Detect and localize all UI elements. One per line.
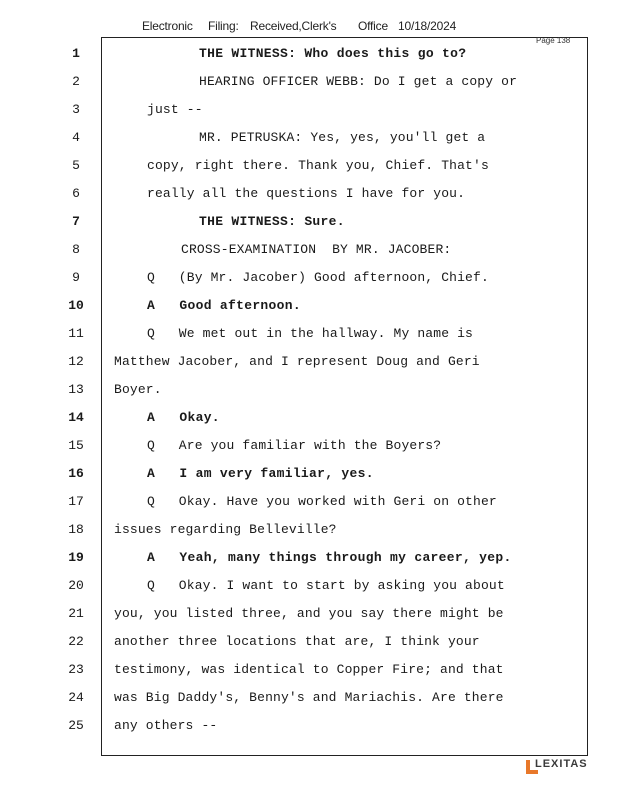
transcript-line: A Good afternoon. bbox=[147, 298, 301, 313]
header-date: 10/18/2024 bbox=[398, 19, 457, 33]
header-received: Received,Clerk's bbox=[250, 19, 337, 33]
transcript-line: Q Okay. I want to start by asking you about bbox=[147, 578, 505, 593]
line-number: 7 bbox=[72, 214, 80, 229]
line-number: 9 bbox=[72, 270, 80, 285]
transcript-line: another three locations that are, I think your bbox=[114, 634, 480, 649]
transcript-line: MR. PETRUSKA: Yes, yes, you'll get a bbox=[199, 130, 486, 145]
transcript-line: CROSS-EXAMINATION BY MR. JACOBER: bbox=[181, 242, 452, 257]
line-number: 21 bbox=[68, 606, 84, 621]
line-number: 19 bbox=[68, 550, 84, 565]
line-number: 23 bbox=[68, 662, 84, 677]
transcript-line: Q Are you familiar with the Boyers? bbox=[147, 438, 442, 453]
transcript-line: Boyer. bbox=[114, 382, 162, 397]
lexitas-logo-text: LEXITAS bbox=[535, 758, 588, 770]
transcript-line: Q We met out in the hallway. My name is bbox=[147, 326, 474, 341]
line-number: 2 bbox=[72, 74, 80, 89]
transcript-line: THE WITNESS: Sure. bbox=[199, 214, 345, 229]
header-filing: Filing: bbox=[208, 19, 239, 33]
transcript-line: just -- bbox=[147, 102, 203, 117]
line-number: 8 bbox=[72, 242, 80, 257]
lexitas-logo bbox=[525, 758, 595, 778]
transcript-line: A I am very familiar, yes. bbox=[147, 466, 374, 481]
transcript-line: A Yeah, many things through my career, yep. bbox=[147, 550, 512, 565]
transcript-line: was Big Daddy's, Benny's and Mariachis. Are there bbox=[114, 690, 504, 705]
line-number: 6 bbox=[72, 186, 80, 201]
line-number: 1 bbox=[72, 46, 80, 61]
filing-header bbox=[140, 19, 540, 37]
line-number: 10 bbox=[68, 298, 84, 313]
transcript-line: really all the questions I have for you. bbox=[147, 186, 466, 201]
line-number: 16 bbox=[68, 466, 84, 481]
line-number: 22 bbox=[68, 634, 84, 649]
line-number: 15 bbox=[68, 438, 84, 453]
page-number: Page 138 bbox=[536, 36, 571, 45]
transcript-line: Matthew Jacober, and I represent Doug and Geri bbox=[114, 354, 480, 369]
line-number: 13 bbox=[68, 382, 84, 397]
transcript-line: HEARING OFFICER WEBB: Do I get a copy or bbox=[199, 74, 518, 89]
transcript-line: any others -- bbox=[114, 718, 218, 733]
line-number: 24 bbox=[68, 690, 84, 705]
line-number: 20 bbox=[68, 578, 84, 593]
line-number: 4 bbox=[72, 130, 80, 145]
line-number: 18 bbox=[68, 522, 84, 537]
line-number: 25 bbox=[68, 718, 84, 733]
line-number: 3 bbox=[72, 102, 80, 117]
transcript-line: Q (By Mr. Jacober) Good afternoon, Chief. bbox=[147, 270, 489, 285]
transcript-line: copy, right there. Thank you, Chief. That's bbox=[147, 158, 489, 173]
line-number: 11 bbox=[68, 326, 84, 341]
transcript-line: Q Okay. Have you worked with Geri on other bbox=[147, 494, 497, 509]
line-number: 17 bbox=[68, 494, 84, 509]
line-number: 14 bbox=[68, 410, 84, 425]
line-number: 12 bbox=[68, 354, 84, 369]
transcript-line: THE WITNESS: Who does this go to? bbox=[199, 46, 467, 61]
transcript-line: testimony, was identical to Copper Fire; and that bbox=[114, 662, 504, 677]
line-number: 5 bbox=[72, 158, 80, 173]
header-electronic: Electronic bbox=[142, 19, 193, 33]
transcript-line: issues regarding Belleville? bbox=[114, 522, 337, 537]
header-office: Office bbox=[358, 19, 388, 33]
transcript-line: you, you listed three, and you say there might be bbox=[114, 606, 504, 621]
transcript-line: A Okay. bbox=[147, 410, 220, 425]
